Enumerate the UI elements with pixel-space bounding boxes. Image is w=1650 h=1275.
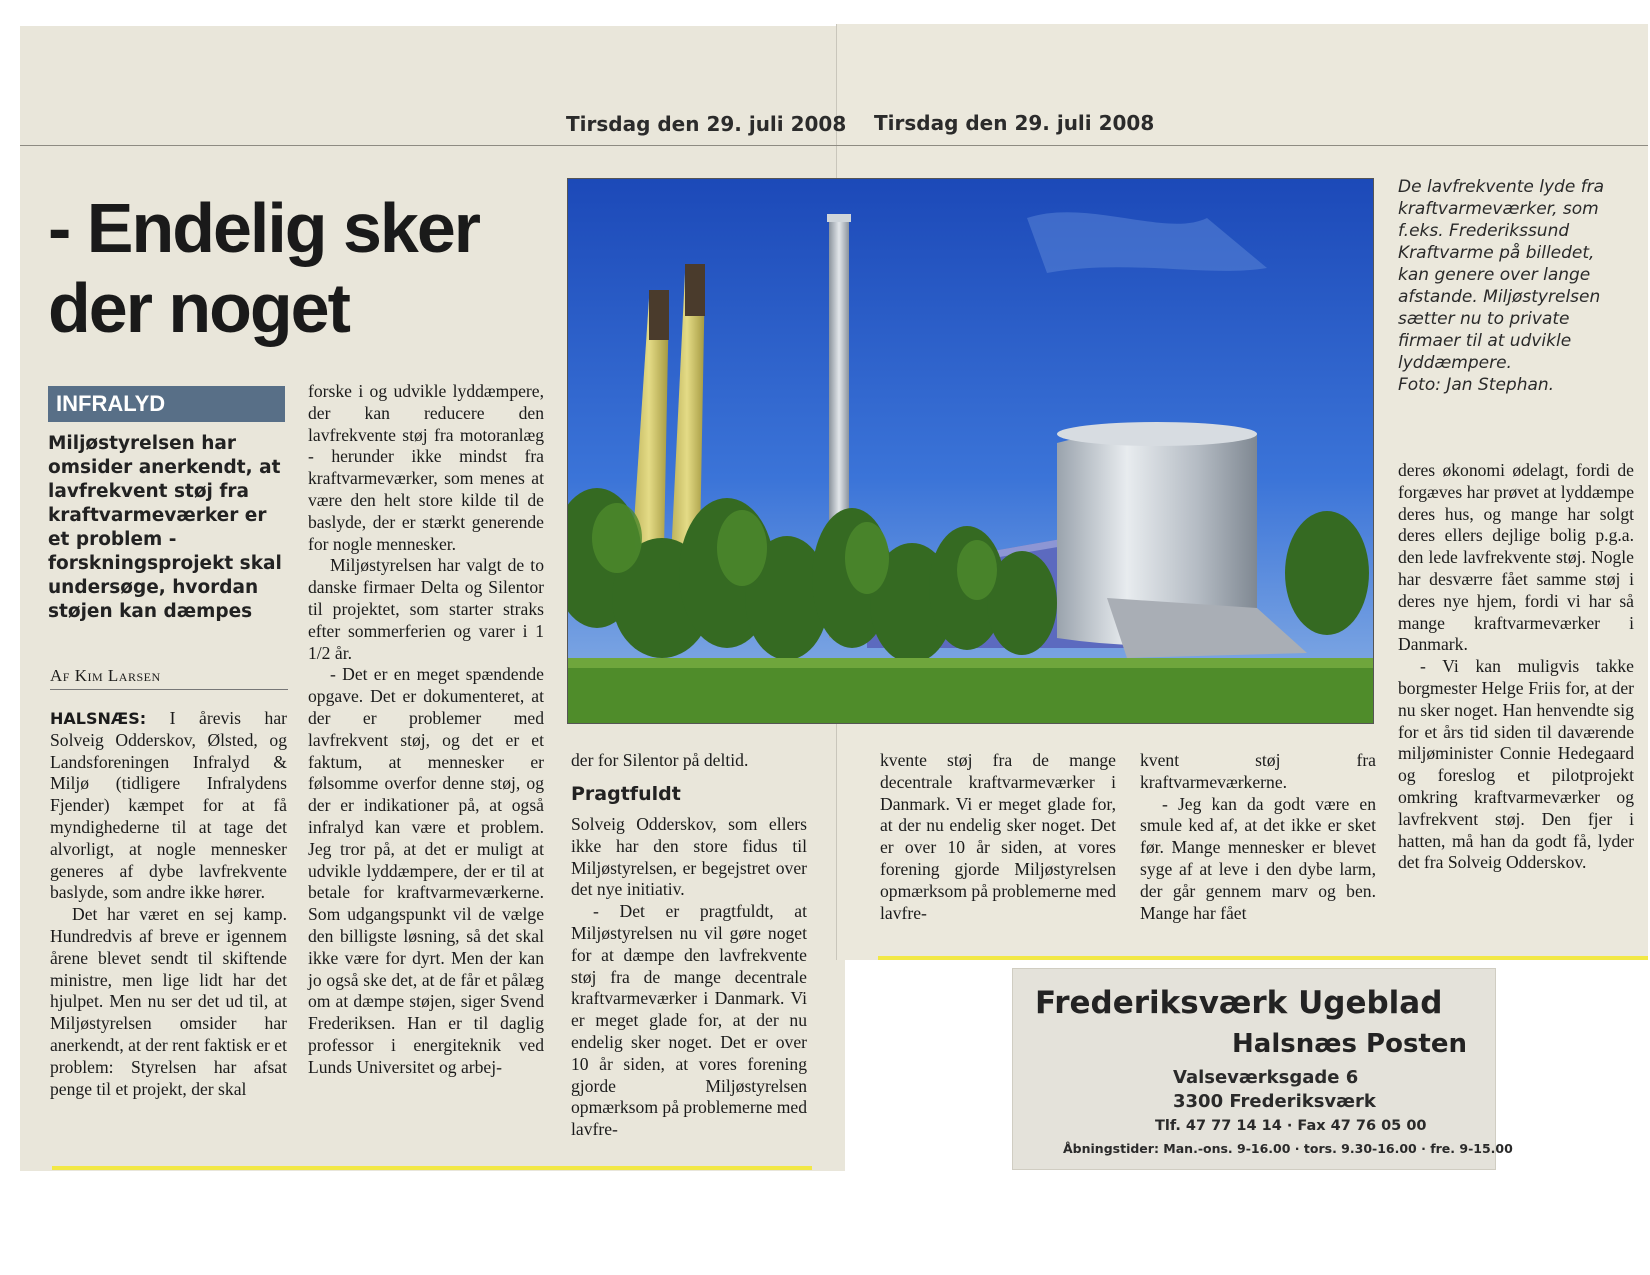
headline-line-1: - Endelig sker bbox=[48, 189, 480, 267]
column-5-paragraph-1: kvent støj fra kraftvarmeværkerne. bbox=[1140, 750, 1376, 792]
article-column-3 bbox=[571, 814, 807, 1141]
subhead-pragtfuldt: Pragtfuldt bbox=[571, 783, 681, 805]
yellow-strip-left bbox=[52, 1166, 812, 1170]
article-column-1 bbox=[50, 708, 287, 1100]
grey-stack-cap bbox=[827, 214, 851, 222]
column-3-paragraph-2: - Det er pragtfuldt, at Miljøstyrelsen nu vil gøre noget for at dæmpe den lavfrekvente støj fra de mange decentrale kraftvarmeværker i Danmark. Vi er meget glade for, at der nu endelig sker noget. Det er over 10 år siden, at vores forening gjorde Miljøstyrelsen opmærksom på problemerne med lavfre- bbox=[571, 901, 807, 1140]
date-right: Tirsdag den 29. juli 2008 bbox=[874, 111, 1155, 135]
headline bbox=[48, 188, 508, 348]
column-2-paragraph-3: - Det er en meget spændende opgave. Det er dokumenteret, at der er problemer med lavfrekvent støj, og det er et faktum, at mennesker er følsomme overfor denne støj, og der er indikationer på, at også infralyd kan være et problem. Jeg tror på, at det er muligt at udvikle lyddæmpere, der er til at betale for kraftvarmeværkerne. Som udgangspunkt vil de vælge den billigste løsning, så det skal ikke være for dyrt. Men der kan jo også ske det, at de får et pålæg om at dæmpe støjen, siger Svend Frederiksen. Han er til daglig professor i energiteknik ved Lunds Universitet og arbej- bbox=[308, 664, 544, 1077]
masthead-phone: Tlf. 47 77 14 14 · Fax 47 76 05 00 bbox=[1155, 1118, 1427, 1134]
column-1-paragraph-2: Det har været en sej kamp. Hundredvis af breve er igennem årene blevet sendt til skiftende ministre, men lige lidt har det hjulpet. Men nu ser det ud til, at Miljøstyrelsen omsider har anerkendt, at der rent faktisk er et problem: Styrelsen har afsat penge til et projekt, der skal bbox=[50, 904, 287, 1099]
dateline-place: HALSNÆS: bbox=[50, 709, 147, 728]
article-column-2 bbox=[308, 381, 544, 1079]
column-4-paragraph: kvente støj fra de mange decentrale kraftvarmeværker i Danmark. Vi er meget glade for, at der nu endelig sker noget. Det er over 10 år siden, at vores forening gjorde Miljøstyrelsen opmærksom på problemerne med lavfre- bbox=[880, 750, 1116, 923]
photo-credit: Foto: Jan Stephan. bbox=[1398, 375, 1555, 395]
chimney-left-top bbox=[649, 290, 669, 340]
kicker-label: INFRALYD bbox=[48, 386, 285, 422]
silver-tower-top bbox=[1057, 422, 1257, 446]
column-6-paragraph-2: - Vi kan muligvis takke borgmester Helge Friis for, at der nu sker noget. Han henvendte sig for et års tid siden til daværende miljøminister Connie Hedegaard og foreslog et pilotprojekt omkring kraftvarmeværker og lavfrekvent støj. Den fjer i hatten, må han da godt få, lyder det fra Solveig Odderskov. bbox=[1398, 656, 1634, 873]
column-2-paragraph-2: Miljøstyrelsen har valgt de to danske firmaer Delta og Silentor til projektet, som starter straks efter sommerferien og varer i 1 1/2 år. bbox=[308, 555, 544, 663]
masthead-title: Frederiksværk Ugeblad bbox=[1035, 985, 1443, 1021]
headline-line-2: der noget bbox=[48, 269, 349, 347]
article-column-6 bbox=[1398, 460, 1634, 874]
lead-paragraph: Miljøstyrelsen har omsider anerkendt, at lavfrekvent støj fra kraftvarmeværker er et problem - forskningsprojekt skal undersøge, hvordan støjen kan dæmpes bbox=[48, 433, 282, 622]
column-2-paragraph-1: forske i og udvikle lyddæmpere, der kan reducere den lavfrekvente støj fra motoranlæg - herunder ikke mindst fra kraftvarmeværker, som menes at være den helt store kilde til de baslyde, der er stærkt generende for nogle mennesker. bbox=[308, 381, 544, 554]
column-3-top-line: der for Silentor på deltid. bbox=[571, 750, 749, 770]
masthead-opening-hours: Åbningstider: Man.-ons. 9-16.00 · tors. 9.30-16.00 · fre. 9-15.00 bbox=[1063, 1141, 1513, 1156]
article-column-4 bbox=[880, 750, 1116, 924]
column-5-paragraph-2: - Jeg kan da godt være en smule ked af, at det ikke er sket før. Mange mennesker er blevet syge af at leve i den dybe larm, der går gennem marv og ben. Mange har fået bbox=[1140, 793, 1376, 923]
column-6-paragraph-1: deres økonomi ødelagt, fordi de forgæves har prøvet at lyddæmpe deres hus, og mange har solgt deres ellers dejlige bolig p.g.a. den lede lavfrekvente støj. Nogle har desværre fået samme støj i deres nye hjem, fordi vi har så mange kraftvarmeværker i Danmark. bbox=[1398, 460, 1634, 655]
yellow-strip-right bbox=[878, 956, 1648, 960]
byline: Af Kim Larsen bbox=[50, 666, 288, 690]
date-left: Tirsdag den 29. juli 2008 bbox=[566, 112, 847, 136]
column-1-paragraph-1: I årevis har Solveig Odderskov, Ølsted, og Landsforeningen Infralyd & Miljø (tidligere Infralydens Fjender) kæmpet for at få myndighederne til at tage det alvorligt, at nogle mennesker generes af dybe lavfrekvente baslyde, som andre ikke hører. bbox=[50, 708, 287, 903]
masthead-subtitle: Halsnæs Posten bbox=[1232, 1029, 1467, 1059]
column-3-paragraph-1: Solveig Odderskov, som ellers ikke har den store fidus til Miljøstyrelsen, er begejstret over det nye initiativ. bbox=[571, 814, 807, 900]
article-column-3-top bbox=[571, 750, 807, 772]
header-rule-left bbox=[20, 145, 845, 146]
masthead-box bbox=[1012, 968, 1513, 1170]
chimney-right-top bbox=[685, 264, 705, 316]
article-column-5 bbox=[1140, 750, 1376, 924]
masthead-city: 3300 Frederiksværk bbox=[1173, 1091, 1376, 1112]
caption-text: De lavfrekvente lyde fra kraftvarmeværker, som f.eks. Frederikssund Kraftvarme på billedet, kan genere over lange afstande. Miljøstyrelsen sætter nu to private firmaer til at udvikle lyddæmpere. bbox=[1398, 177, 1605, 373]
photo-caption bbox=[1398, 176, 1608, 396]
header-rule-right bbox=[836, 145, 1648, 146]
masthead-street: Valseværksgade 6 bbox=[1173, 1067, 1359, 1088]
power-plant-photo bbox=[567, 178, 1374, 724]
